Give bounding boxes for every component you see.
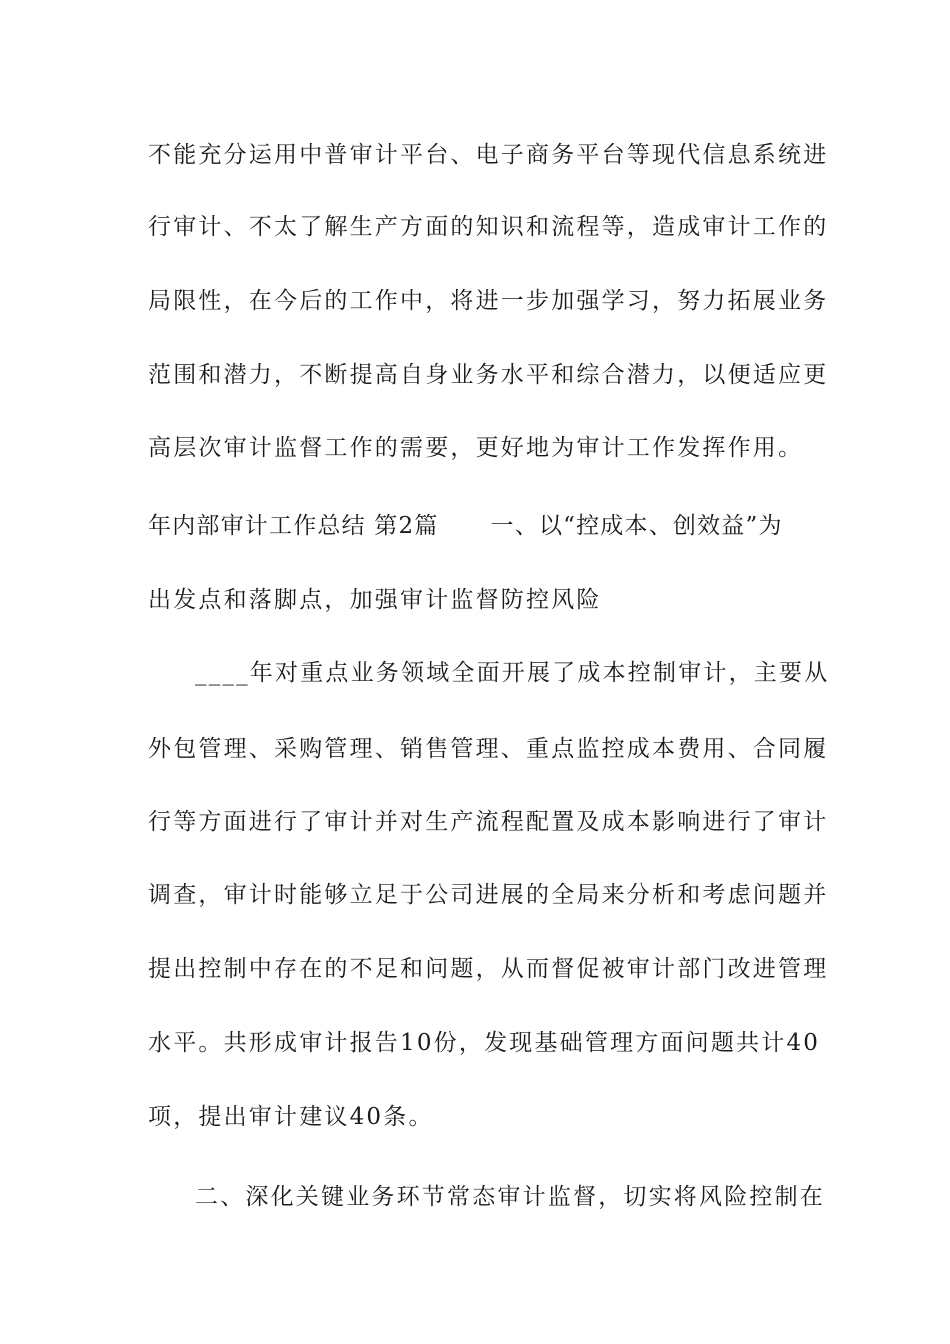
paragraph-line: ____年对重点业务领域全面开展了成本控制审计，主要从 xyxy=(195,660,830,686)
paragraph-line: 不能充分运用中普审计平台、电子商务平台等现代信息系统进 xyxy=(148,142,829,168)
paragraph-line: 项，提出审计建议40条。 xyxy=(148,1104,434,1130)
article-title: 年内部审计工作总结 第2篇 xyxy=(148,513,439,539)
paragraph-line: 行等方面进行了审计并对生产流程配置及成本影响进行了审计 xyxy=(148,809,829,835)
section-heading xyxy=(148,511,828,541)
paragraph-line: 高层次审计监督工作的需要，更好地为审计工作发挥作用。 xyxy=(148,435,804,461)
paragraph-line: 范围和潜力，不断提高自身业务水平和综合潜力，以便适应更 xyxy=(148,362,829,388)
paragraph-line: 局限性，在今后的工作中，将进一步加强学习，努力拓展业务 xyxy=(148,288,829,314)
paragraph-line: 外包管理、采购管理、销售管理、重点监控成本费用、合同履 xyxy=(148,736,829,762)
paragraph-line: 水平。共形成审计报告10份，发现基础管理方面问题共计40 xyxy=(148,1030,821,1056)
paragraph-line: 行审计、不太了解生产方面的知识和流程等，造成审计工作的 xyxy=(148,214,829,240)
paragraph-line: 提出控制中存在的不足和问题，从而督促被审计部门改进管理 xyxy=(148,956,829,982)
paragraph-line: 二、深化关键业务环节常态审计监督，切实将风险控制在 xyxy=(195,1184,825,1210)
paragraph-line: 出发点和落脚点，加强审计监督防控风险 xyxy=(148,587,602,613)
paragraph-line: 调查，审计时能够立足于公司进展的全局来分析和考虑问题并 xyxy=(148,882,829,908)
heading-point-one: 一、以“控成本、创效益”为 xyxy=(490,513,783,539)
